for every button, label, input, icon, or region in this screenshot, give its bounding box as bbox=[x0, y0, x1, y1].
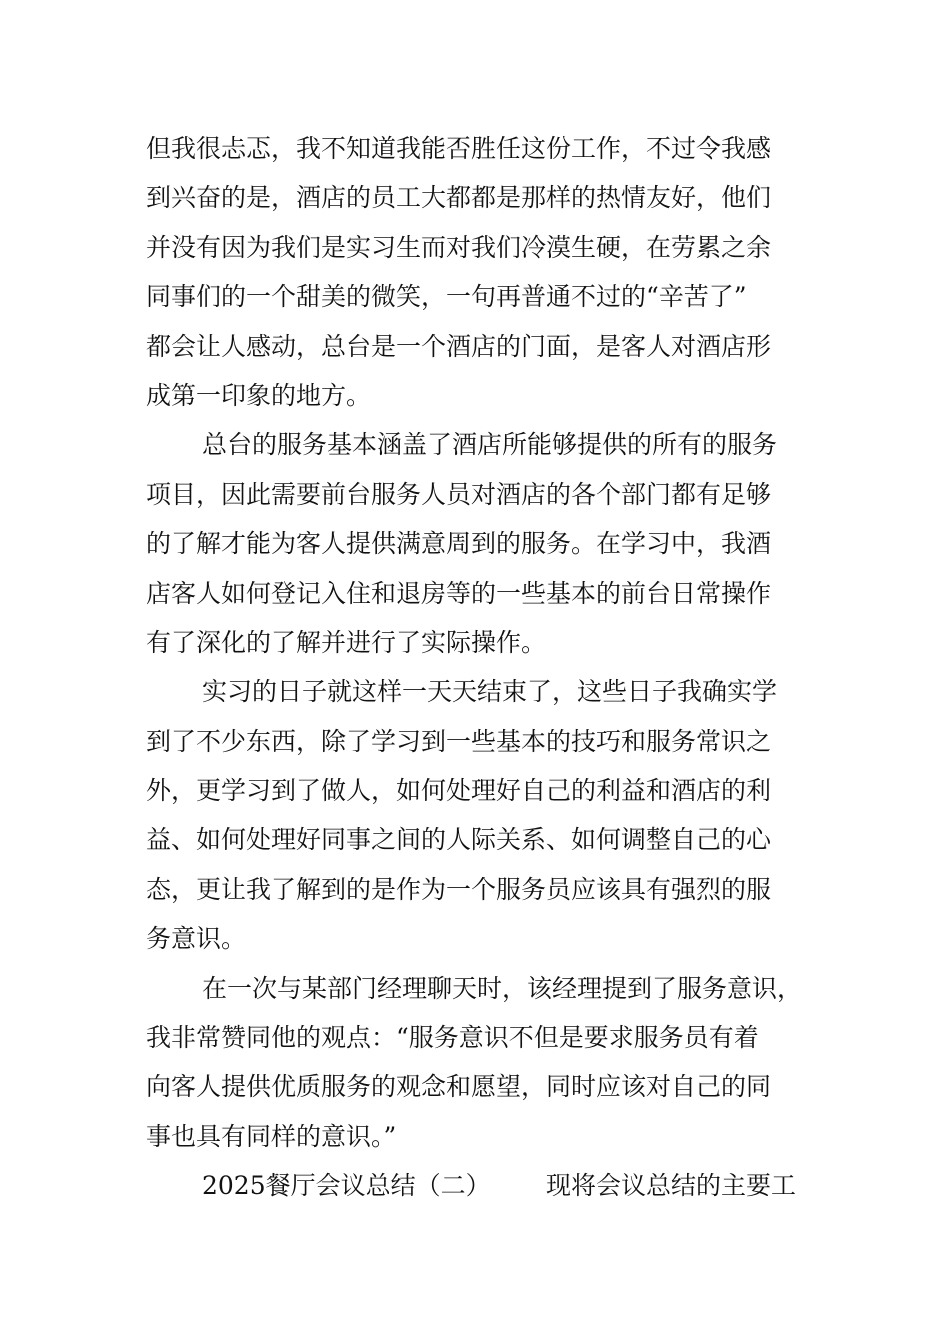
paragraph-line: 项目，因此需要前台服务人员对酒店的各个部门都有足够 bbox=[146, 479, 772, 509]
paragraph-4 bbox=[146, 964, 816, 1162]
paragraph-line: 务意识。 bbox=[146, 924, 247, 954]
paragraph-line: 实习的日子就这样一天天结束了，这些日子我确实学 bbox=[202, 677, 778, 707]
paragraph-line: 我非常赞同他的观点：“服务意识不但是要求服务员有着 bbox=[146, 1023, 759, 1053]
paragraph-line: 有了深化的了解并进行了实际操作。 bbox=[146, 627, 547, 657]
paragraph-line: 同事们的一个甜美的微笑，一句再普通不过的“辛苦了” bbox=[146, 282, 747, 312]
paragraph-line: 在一次与某部门经理聊天时，该经理提到了服务意识， bbox=[202, 973, 803, 1003]
paragraph-line: 但我很忐忑，我不知道我能否胜任这份工作，不过令我感 bbox=[146, 134, 772, 163]
paragraph-line: 外，更学习到了做人，如何处理好自己的利益和酒店的利 bbox=[146, 776, 772, 806]
document-body bbox=[146, 124, 816, 1211]
section-title: 2025餐厅会议总结（二） bbox=[202, 1171, 491, 1201]
paragraph-line: 到兴奋的是，酒店的员工大都都是那样的热情友好，他们 bbox=[146, 183, 772, 213]
paragraph-line: 态，更让我了解到的是作为一个服务员应该具有强烈的服 bbox=[146, 874, 772, 904]
paragraph-3 bbox=[146, 667, 816, 963]
paragraph-line: 到了不少东西，除了学习到一些基本的技巧和服务常识之 bbox=[146, 726, 772, 756]
paragraph-line: 总台的服务基本涵盖了酒店所能够提供的所有的服务 bbox=[202, 430, 778, 460]
section-intro-text: 现将会议总结的主要工 bbox=[546, 1171, 797, 1201]
paragraph-line: 的了解才能为客人提供满意周到的服务。在学习中，我酒 bbox=[146, 529, 772, 559]
paragraph-2 bbox=[146, 420, 816, 667]
paragraph-1 bbox=[146, 124, 816, 420]
section-heading-line bbox=[146, 1161, 816, 1210]
paragraph-line: 向客人提供优质服务的观念和愿望，同时应该对自己的同 bbox=[146, 1072, 772, 1102]
paragraph-line: 店客人如何登记入住和退房等的一些基本的前台日常操作 bbox=[146, 578, 772, 608]
paragraph-line: 并没有因为我们是实习生而对我们冷漠生硬，在劳累之余 bbox=[146, 232, 772, 262]
paragraph-line: 事也具有同样的意识。” bbox=[146, 1121, 397, 1151]
paragraph-line: 都会让人感动，总台是一个酒店的门面，是客人对酒店形 bbox=[146, 331, 772, 361]
paragraph-line: 成第一印象的地方。 bbox=[146, 380, 372, 410]
paragraph-line: 益、如何处理好同事之间的人际关系、如何调整自己的心 bbox=[146, 825, 772, 855]
